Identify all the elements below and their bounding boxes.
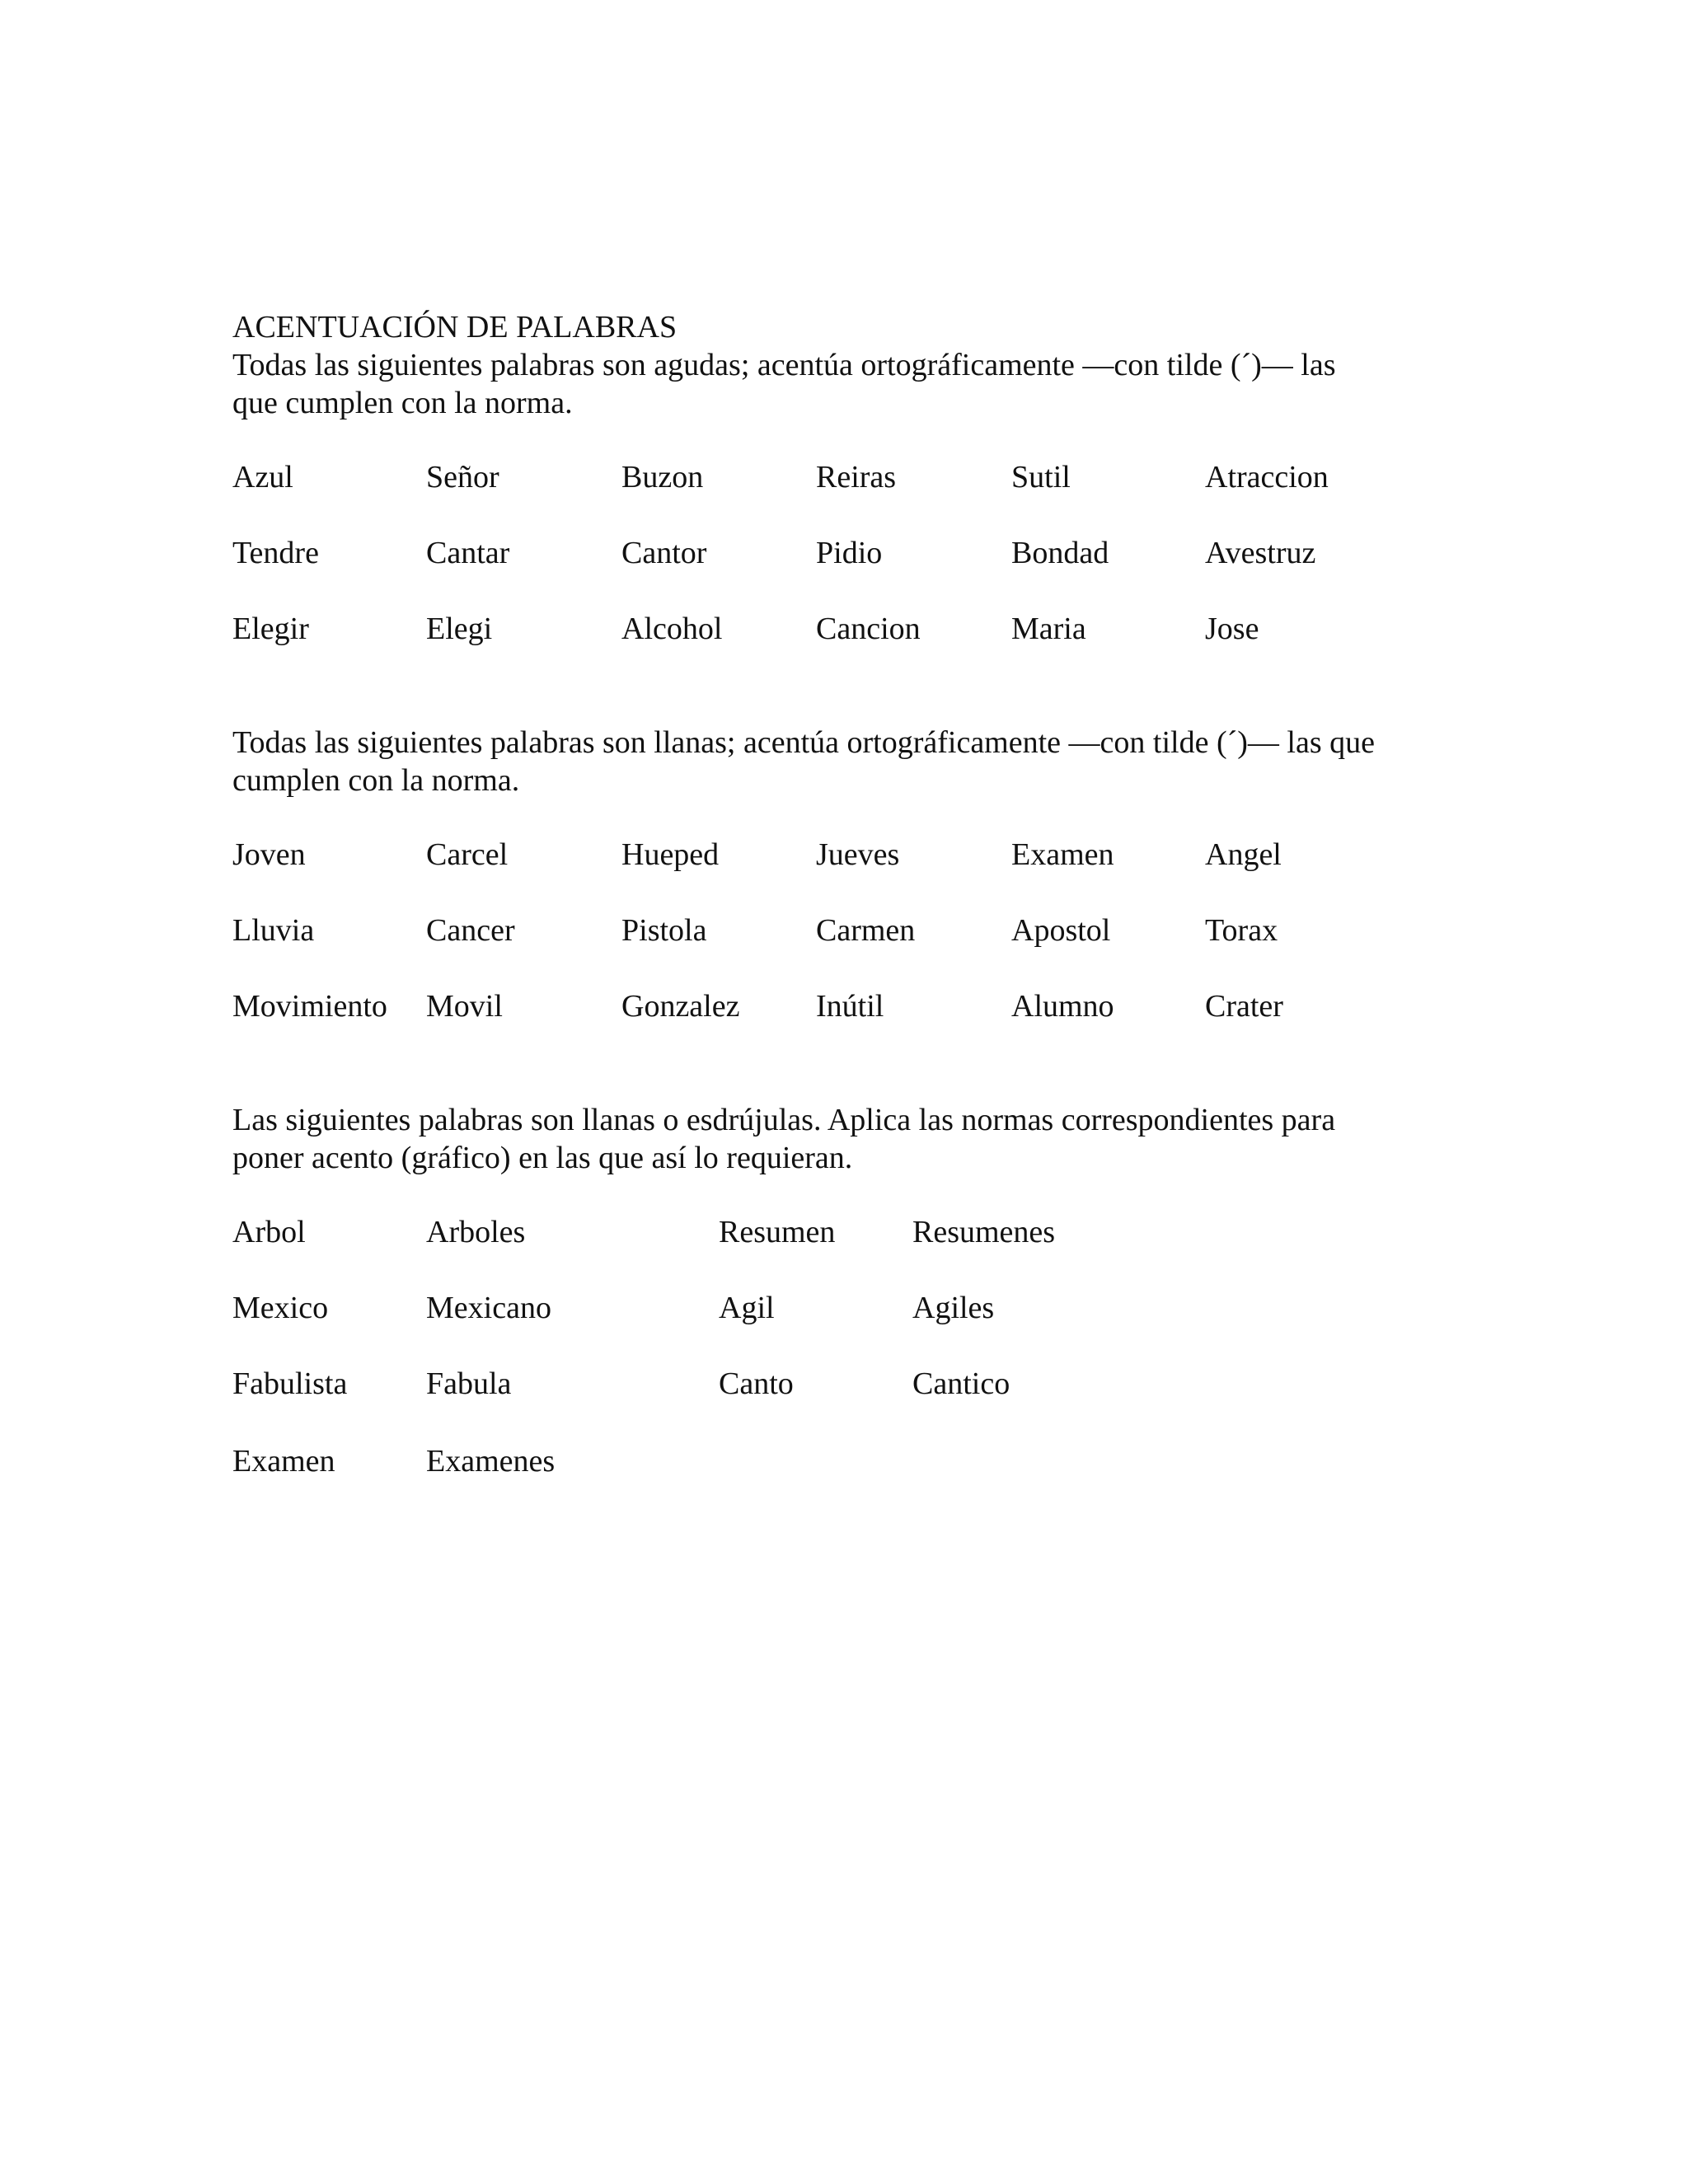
word-item: Agiles	[912, 1291, 995, 1325]
word-item: Arbol	[232, 1215, 306, 1249]
word-item: Elegir	[232, 612, 309, 646]
word-item: Joven	[232, 837, 306, 872]
word-item: Hueped	[621, 837, 720, 872]
word-item: Jueves	[816, 837, 900, 872]
word-item: Señor	[426, 460, 499, 494]
word-item: Movil	[426, 989, 503, 1024]
word-item: Angel	[1205, 837, 1282, 872]
word-item: Examen	[232, 1444, 335, 1479]
word-item: Apostol	[1011, 913, 1111, 948]
word-item: Arboles	[426, 1215, 526, 1249]
word-item: Fabula	[426, 1366, 512, 1401]
word-item: Jose	[1205, 612, 1259, 646]
word-item: Atraccion	[1205, 460, 1329, 494]
instruction-line: Las siguientes palabras son llanas o esdrújulas. Aplica las normas correspondientes para	[232, 1103, 1336, 1137]
word-item: Sutil	[1011, 460, 1071, 494]
word-item: Elegi	[426, 612, 493, 646]
word-item: Lluvia	[232, 913, 315, 948]
instruction-line: cumplen con la norma.	[232, 763, 520, 798]
word-item: Inútil	[816, 989, 884, 1024]
word-item: Maria	[1011, 612, 1086, 646]
word-item: Resumen	[719, 1215, 836, 1249]
word-item: Reiras	[816, 460, 897, 494]
word-item: Pistola	[621, 913, 707, 948]
word-item: Cancer	[426, 913, 515, 948]
word-item: Fabulista	[232, 1366, 348, 1401]
page-title: ACENTUACIÓN DE PALABRAS	[232, 310, 678, 344]
instruction-line: que cumplen con la norma.	[232, 386, 573, 420]
word-item: Cancion	[816, 612, 921, 646]
word-item: Cantico	[912, 1366, 1010, 1401]
word-item: Canto	[719, 1366, 794, 1401]
word-item: Examen	[1011, 837, 1114, 872]
word-item: Carmen	[816, 913, 916, 948]
word-item: Alumno	[1011, 989, 1114, 1024]
word-item: Bondad	[1011, 536, 1109, 570]
word-item: Alcohol	[621, 612, 723, 646]
word-item: Avestruz	[1205, 536, 1316, 570]
word-item: Crater	[1205, 989, 1283, 1024]
word-item: Resumenes	[912, 1215, 1056, 1249]
word-item: Azul	[232, 460, 293, 494]
word-item: Torax	[1205, 913, 1278, 948]
instruction-line: Todas las siguientes palabras son llanas; acentúa ortográficamente —con tilde (´)— las que	[232, 725, 1375, 760]
word-item: Cantar	[426, 536, 510, 570]
word-item: Movimiento	[232, 989, 387, 1024]
word-item: Cantor	[621, 536, 707, 570]
word-item: Mexico	[232, 1291, 329, 1325]
word-item: Buzon	[621, 460, 704, 494]
word-item: Carcel	[426, 837, 509, 872]
word-item: Examenes	[426, 1444, 556, 1479]
instruction-line: poner acento (gráfico) en las que así lo requieran.	[232, 1141, 853, 1175]
word-item: Mexicano	[426, 1291, 551, 1325]
word-item: Agil	[719, 1291, 775, 1325]
instruction-line: Todas las siguientes palabras son agudas; acentúa ortográficamente —con tilde (´)— las	[232, 348, 1336, 382]
word-item: Pidio	[816, 536, 883, 570]
word-item: Gonzalez	[621, 989, 740, 1024]
word-item: Tendre	[232, 536, 319, 570]
